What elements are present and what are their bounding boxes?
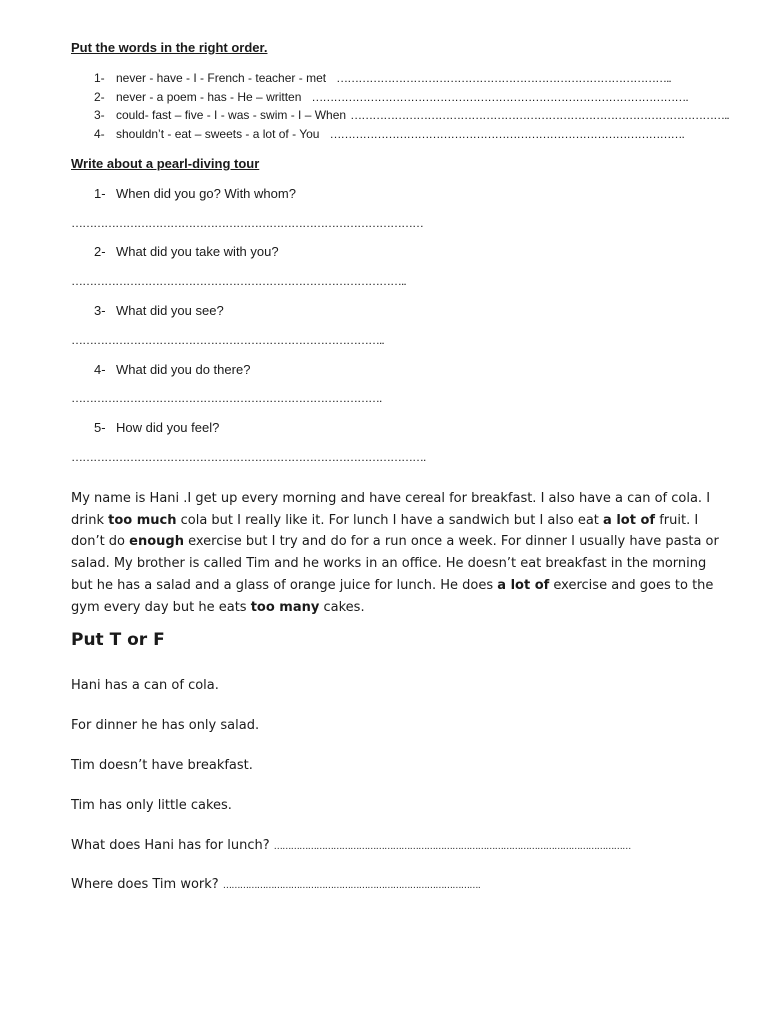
true-false-title: Put T or F (71, 630, 165, 650)
question (94, 420, 219, 435)
tf-statement: Tim doesn’t have breakfast. (71, 758, 253, 773)
answer-line[interactable]: …………………………………………………………………………………… (71, 216, 423, 230)
answer-line[interactable]: ……………………………………………………………………………….. (336, 71, 671, 85)
question-text: What did you do there? (116, 362, 251, 377)
passage-text: cola but I really like it. For lunch I have a sandwich but I also eat (176, 512, 604, 528)
work-question (71, 877, 480, 892)
tf-statement: Hani has a can of cola. (71, 678, 219, 693)
item-number: 4- (94, 127, 105, 141)
question-number: 4- (94, 362, 106, 377)
question-text: What does Hani has for lunch? (71, 838, 274, 853)
passage-bold: enough (129, 534, 184, 550)
item-number: 3- (94, 108, 105, 122)
item-words: never - a poem - has - He – written (116, 90, 302, 104)
passage-text: My name is Hani .I get up every morning and have cereal for breakfast. I also have a can of cola. I drink (71, 491, 711, 528)
answer-line[interactable]: ……………………………………………………………………………….. (71, 274, 406, 288)
order-item (94, 90, 688, 104)
question (94, 186, 296, 201)
item-words: shouldn’t - eat – sweets - a lot of - You (116, 127, 320, 141)
item-words: could- fast – five - I - was - swim - I – When (116, 108, 347, 122)
item-words: never - have - I - French - teacher - met (116, 71, 327, 85)
question-number: 1- (94, 186, 106, 201)
answer-line[interactable]: ……………………………………………………………………………………. (329, 127, 684, 141)
lunch-question (71, 838, 631, 853)
answer-line[interactable]: ……………………………………………………………………………………………………………… (273, 842, 631, 852)
passage-bold: too many (250, 599, 320, 615)
answer-line[interactable]: …………………………………………………………………………………………. (311, 90, 688, 104)
passage-text: exercise and goes to the gym every day but he eats (71, 577, 714, 615)
passage-bold: a lot of (497, 577, 550, 593)
question-number: 2- (94, 244, 106, 259)
answer-line[interactable]: ………………………………………………………………………….. (71, 333, 384, 347)
answer-line[interactable]: ………………………………………………………………………………. (222, 881, 481, 891)
order-item (94, 127, 684, 141)
passage-text: fruit. I don’t do (71, 512, 699, 550)
question-text: When did you go? With whom? (116, 186, 296, 201)
passage-text: exercise but I try and do for a run once a week. For dinner I usually have pasta or salad. My brother is called Tim and he works in an office. He doesn’t eat breakfast in the morning but he has a salad and a glass of orange juice for lunch. He does (71, 534, 719, 593)
section1-title: Put the words in the right order. (71, 40, 268, 55)
question-text: How did you feel? (116, 420, 220, 435)
question-number: 3- (94, 303, 106, 318)
answer-line[interactable]: ………………………………………………………………………………………….. (350, 108, 729, 122)
passage-bold: too much (108, 512, 177, 528)
question-text: What did you see? (116, 303, 224, 318)
tf-statement: Tim has only little cakes. (71, 798, 232, 813)
item-number: 1- (94, 71, 105, 85)
question-text: Where does Tim work? (71, 877, 223, 892)
passage-text: cakes. (319, 599, 365, 615)
question (94, 362, 250, 377)
reading-passage (71, 488, 731, 618)
order-item (94, 71, 671, 85)
item-number: 2- (94, 90, 105, 104)
order-item (94, 108, 729, 122)
answer-line[interactable]: ……………………………………………………………………………………. (71, 450, 426, 464)
question-text: What did you take with you? (116, 244, 279, 259)
section2-title: Write about a pearl-diving tour (71, 156, 260, 171)
question (94, 303, 224, 318)
passage-bold: a lot of (603, 512, 656, 528)
tf-statement: For dinner he has only salad. (71, 718, 260, 733)
answer-line[interactable]: …………………………………………………………………………. (71, 391, 382, 405)
question (94, 244, 279, 259)
question-number: 5- (94, 420, 106, 435)
